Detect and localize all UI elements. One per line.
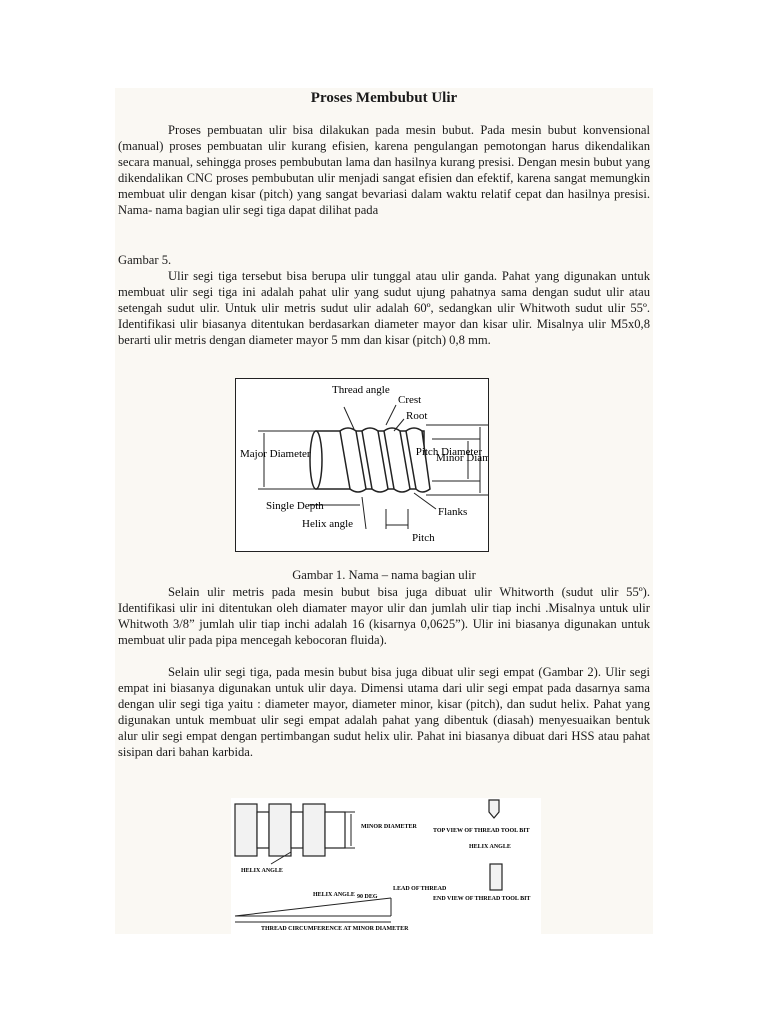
tool-bit-figure bbox=[433, 798, 553, 934]
paragraph-3-text: Ulir segi tiga tersebut bisa berupa ulir tunggal atau ulir ganda. Pahat yang digunakan untuk membuat ulir segi tiga ini adalah pahat ulir yang sudut ujung pahatnya sama dengan sudut ulir atau setengah sudut ulir. Untuk ulir metris sudut ulir adalah 60º, sedangkan ulir Whitwoth sudut ulir 55º. Identifikasi ulir biasanya ditentukan berdasarkan diameter mayor dan kisar ulir. Misalnya ulir M5x0,8 berarti ulir metris dengan diameter mayor 5 mm dan kisar (pitch) 0,8 mm. bbox=[118, 269, 650, 347]
paragraph-1 bbox=[118, 122, 650, 218]
figure-1-caption: Gambar 1. Nama – nama bagian ulir bbox=[292, 568, 476, 582]
document-title: Proses Membubut Ulir bbox=[310, 90, 458, 106]
label-root: Root bbox=[406, 410, 428, 422]
label-helix-angle-3: HELIX ANGLE bbox=[469, 844, 511, 850]
paragraph-4-text: Selain ulir metris pada mesin bubut bisa juga dibuat ulir Whitworth (sudut ulir 55º). Identifikasi ulir ini ditentukan oleh diamater mayor ulir dan jumlah ulir tiap inchi .Misalnya untuk ulir Whitwoth 3/8” jumlah ulir tiap inchi adalah 16 (kisarnya 0,0625”). Ulir ini biasanya digunakan untuk membuat ulir pada pipa mencegah kebocoran fluida). bbox=[118, 585, 650, 647]
paragraph-3 bbox=[118, 268, 650, 348]
thread-parts-diagram bbox=[236, 379, 488, 551]
paragraph-4 bbox=[118, 584, 650, 648]
label-major-diameter: Major Diameter bbox=[240, 448, 311, 460]
label-top-view: TOP VIEW OF THREAD TOOL BIT bbox=[433, 828, 530, 834]
paragraph-2: Gambar 5. bbox=[118, 253, 172, 267]
paragraph-1-text: Proses pembuatan ulir bisa dilakukan pada mesin bubut. Pada mesin bubut konvensional (manual) proses pembuatan ulir kurang efisien, karena pengulangan pemotongan harus dikendalikan secara manual, sehingga proses pembubutan lama dan hasilnya kurang presisi. Dengan mesin bubut yang dikendalikan CNC proses pembubutan ulir menjadi sangat efisien dan efektif, karena sangat memungkin membuat ulir dengan kisar (pitch) yang sangat bevariasi dalam waktu relatif cepat dan hasilnya presisi. Nama- nama bagian ulir segi tiga dapat dilihat pada bbox=[118, 123, 650, 217]
label-minor-diameter: Minor Diam bbox=[436, 452, 488, 464]
paragraph-5-text: Selain ulir segi tiga, pada mesin bubut bisa juga dibuat ulir segi empat (Gambar 2). Ulir segi empat ini biasanya digunakan untuk ulir daya. Dimensi utama dari ulir segi empat pada dasarnya sama dengan ulir segi tiga yaitu : diameter mayor, diameter minor, kisar (pitch), dan sudut helix. Pahat yang digunakan untuk membuat ulir segi empat adalah pahat yang dibentuk (diasah) menyesuaikan bentuk alur ulir segi empat dengan pertimbangan sudut helix ulir. Pahat ini biasanya dibuat dari HSS atau pahat sisipan dari bahan karbida. bbox=[118, 665, 650, 759]
label-helix-angle: Helix angle bbox=[302, 518, 354, 530]
tool-bit-diagram bbox=[433, 798, 553, 934]
label-pitch: Pitch bbox=[412, 532, 435, 544]
label-flanks: Flanks bbox=[438, 506, 468, 518]
label-end-view: END VIEW OF THREAD TOOL BIT bbox=[433, 896, 531, 902]
label-90-deg: 90 DEG bbox=[357, 894, 378, 900]
label-thread-circumference: THREAD CIRCUMFERENCE AT MINOR DIAMETER bbox=[261, 926, 409, 932]
label-crest: Crest bbox=[398, 394, 422, 406]
label-single-depth: Single Depth bbox=[266, 500, 324, 512]
label-lead-of-thread: LEAD OF THREAD bbox=[393, 886, 447, 892]
label-pitch-diameter: Pitch Diameter bbox=[415, 446, 482, 458]
document-page bbox=[115, 88, 653, 934]
paragraph-5 bbox=[118, 664, 650, 760]
thread-parts-figure bbox=[235, 378, 489, 552]
label-thread-angle: Thread angle bbox=[332, 384, 390, 396]
label-minor-diameter-2: MINOR DIAMETER bbox=[361, 824, 417, 830]
label-helix-angle-2: HELIX ANGLE bbox=[241, 868, 283, 874]
label-helix-angle-2b: HELIX ANGLE bbox=[313, 892, 355, 898]
